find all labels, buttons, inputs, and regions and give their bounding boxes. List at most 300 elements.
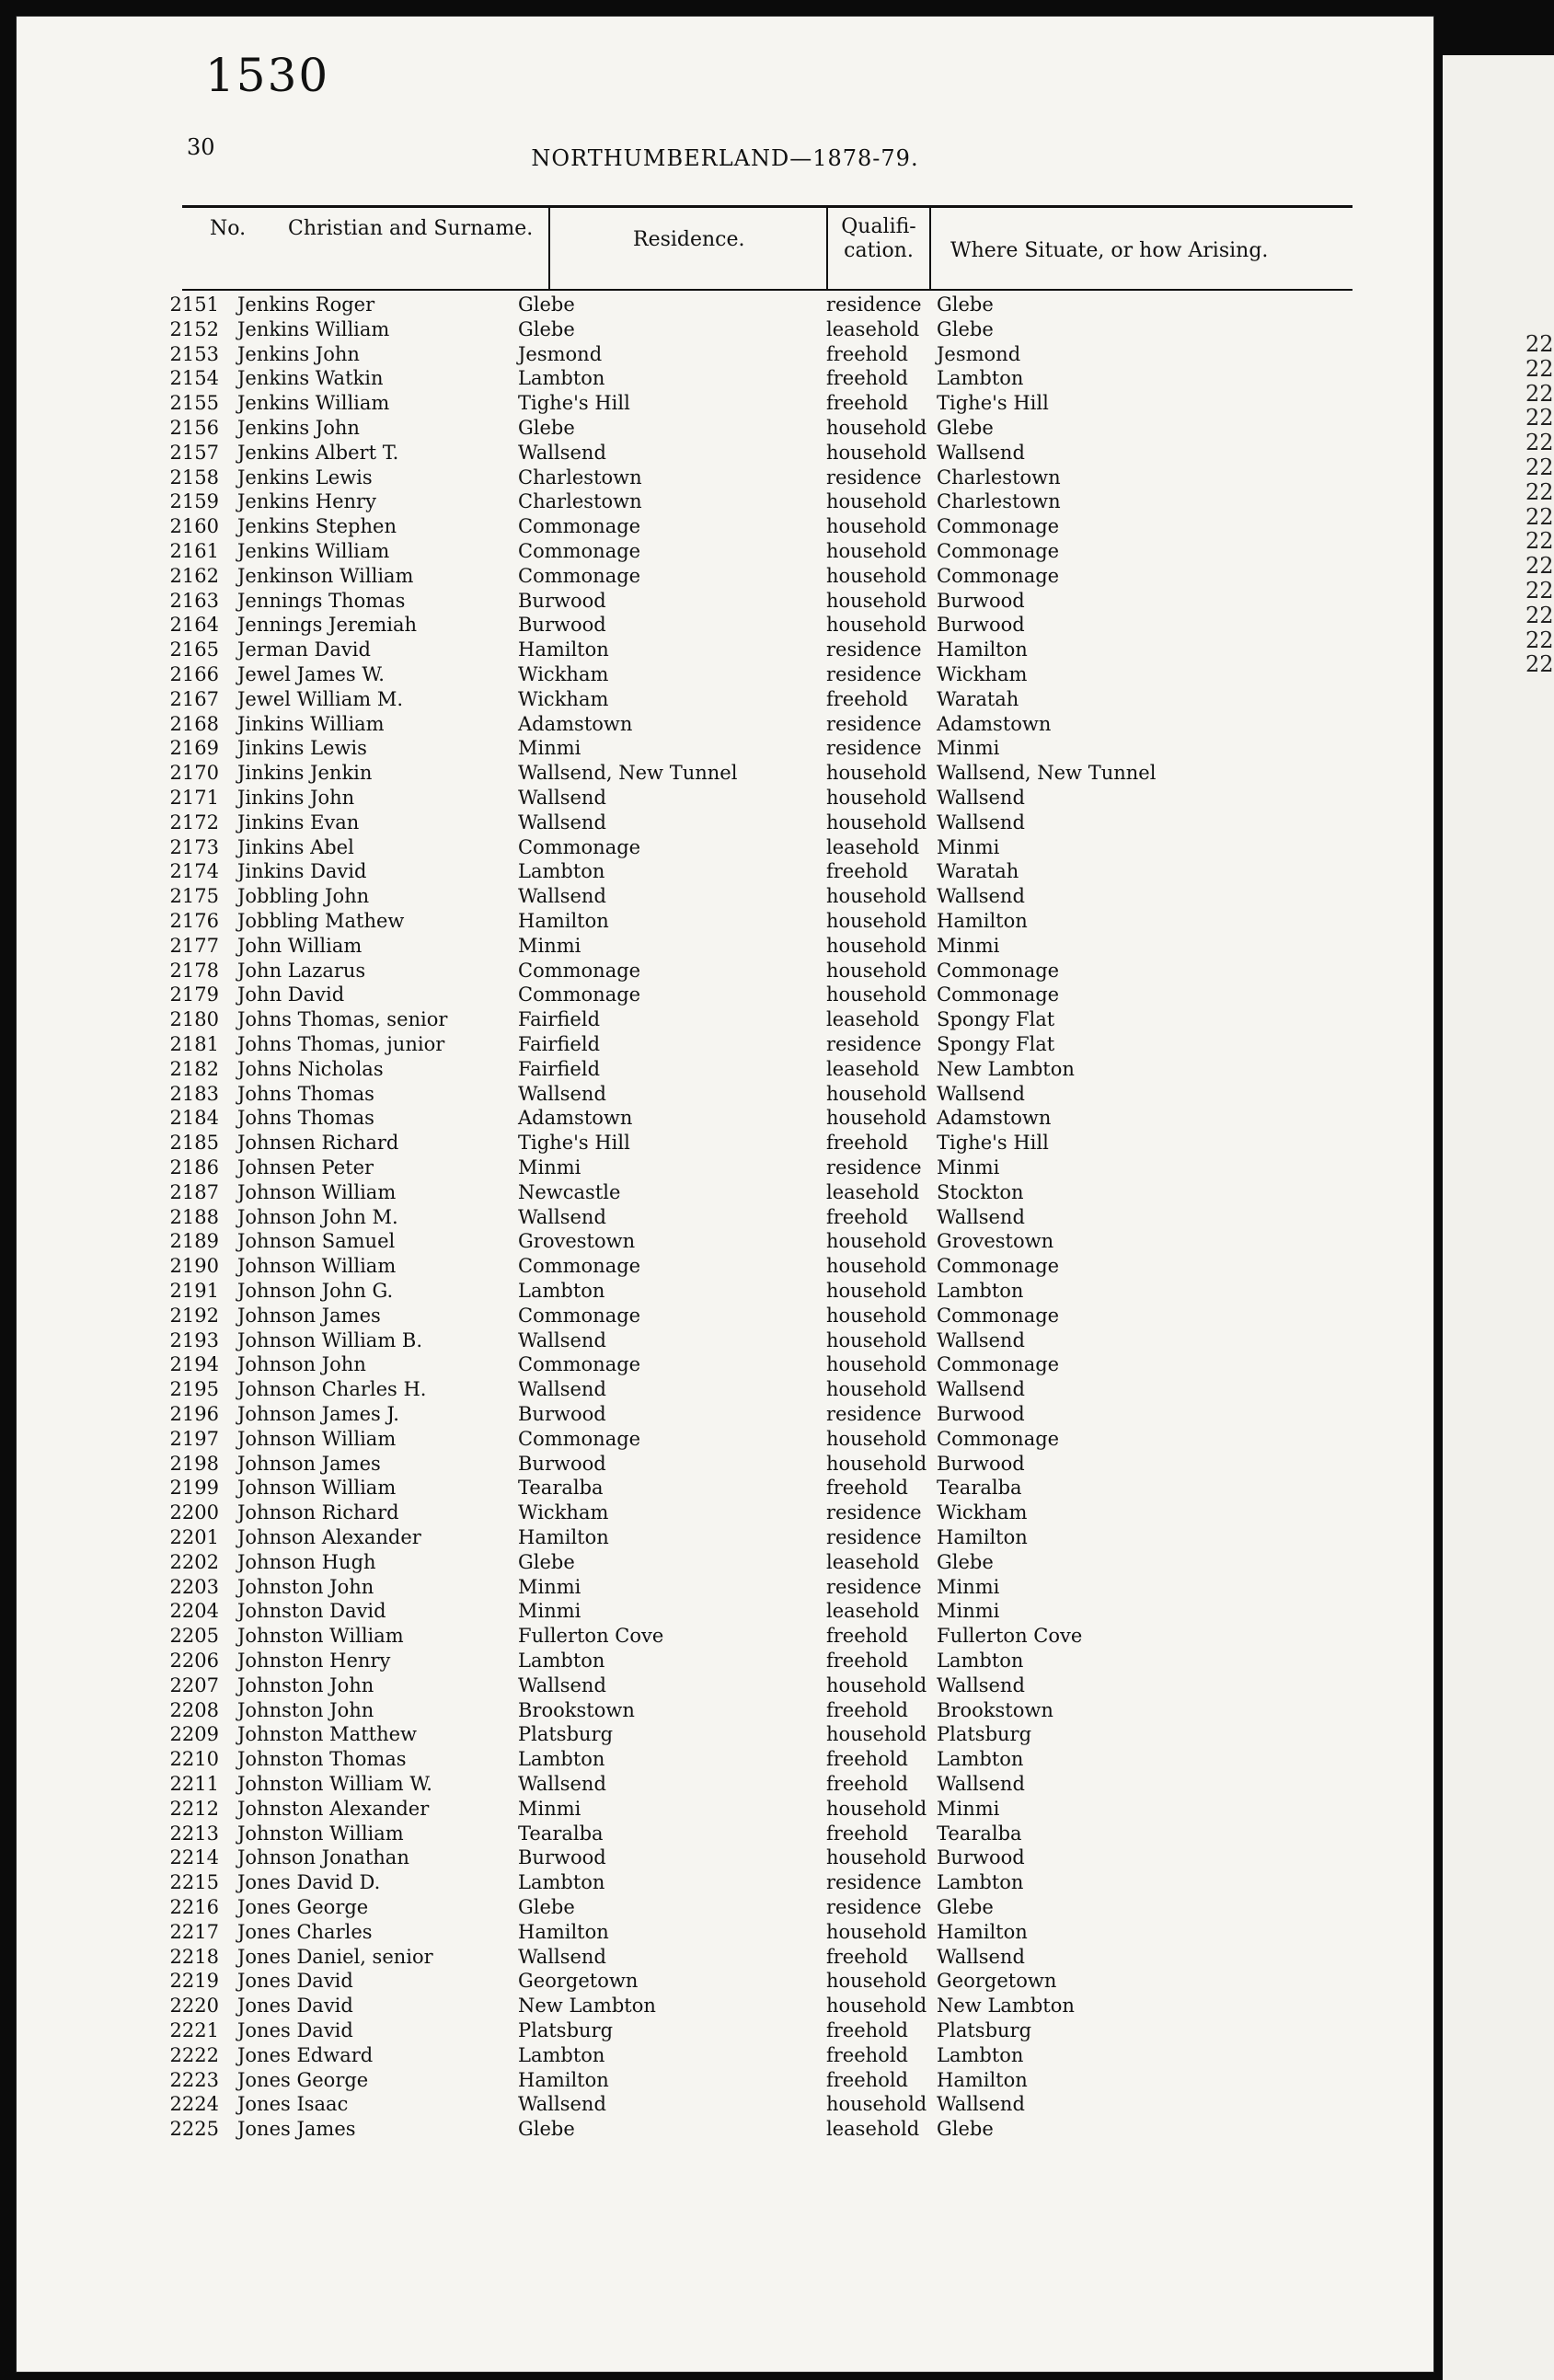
row-name: Johnsen Peter [237,1156,374,1179]
row-where: New Lambton [937,1995,1075,2018]
row-number: 2159 [169,490,219,513]
row-name: Jenkins Watkin [237,367,384,390]
row-qualification: residence [826,1033,922,1055]
row-where: Wickham [937,1501,1028,1524]
row-name: Johnson William [237,1255,397,1278]
row-name: Johnston Alexander [237,1797,430,1820]
row-name: Johns Thomas [237,1082,374,1105]
row-residence: Fairfield [518,1033,601,1055]
row-name: Jenkins Albert T. [237,441,399,464]
row-name: Jones Charles [237,1920,373,1943]
row-qualification: residence [826,1526,922,1548]
row-residence: Platsburg [518,2019,614,2041]
row-where: Commonage [937,1427,1060,1450]
table-row [17,884,1433,909]
row-number: 2225 [169,2118,219,2141]
table-row [17,1525,1433,1550]
row-where: Wallsend [937,1773,1025,1795]
table-row [17,1427,1433,1452]
row-qualification: household [826,2093,927,2116]
row-number: 2178 [169,959,219,982]
row-qualification: freehold [826,1132,908,1155]
row-number: 2165 [169,638,219,661]
row-residence: Commonage [518,1427,641,1450]
row-where: New Lambton [937,1057,1075,1080]
table-row [17,1698,1433,1723]
row-number: 2166 [169,663,219,685]
row-qualification: freehold [826,342,908,365]
row-residence: Fairfield [518,1008,601,1031]
row-residence: Burwood [518,614,606,637]
row-where: Lambton [937,1748,1024,1771]
row-residence: Wallsend [518,1673,606,1696]
row-residence: Wallsend [518,1773,606,1795]
row-qualification: freehold [826,687,908,710]
row-residence: Glebe [518,2118,575,2141]
row-qualification: household [826,1353,927,1376]
row-qualification: household [826,1673,927,1696]
row-residence: Platsburg [518,1723,614,1746]
table-row [17,564,1433,589]
header-name: Christian and Surname. [288,217,534,240]
row-name: Johnson William [237,1180,397,1203]
row-number: 2183 [169,1082,219,1105]
row-where: Lambton [937,2043,1024,2066]
table-row [17,416,1433,441]
row-where: Georgetown [937,1970,1057,1993]
row-residence: Commonage [518,983,641,1006]
adjacent-page-fragment: 22 [1525,355,1554,382]
table-row [17,1747,1433,1772]
row-qualification: household [826,1328,927,1351]
adjacent-page-fragment: 22 [1525,503,1554,530]
row-residence: Minmi [518,1575,581,1598]
row-qualification: household [826,811,927,834]
row-number: 2204 [169,1600,219,1623]
header-no: No. [210,217,247,240]
row-name: Jenkins William [237,540,390,562]
row-name: Jenkins William [237,392,390,415]
row-residence: Lambton [518,1280,605,1302]
row-name: Jenkinson William [237,564,414,587]
row-name: Johnson Alexander [237,1526,421,1548]
row-residence: Hamilton [518,1920,609,1943]
row-qualification: household [826,1846,927,1869]
table-row [17,1328,1433,1353]
table-row [17,909,1433,934]
table-row [17,1550,1433,1575]
row-number: 2208 [169,1698,219,1721]
row-qualification: freehold [826,1822,908,1845]
adjacent-page-fragment: 22 [1525,578,1554,604]
row-name: Jennings Thomas [237,589,406,612]
table-row [17,1279,1433,1304]
row-residence: Lambton [518,1650,605,1672]
row-residence: Grovestown [518,1230,636,1253]
row-number: 2174 [169,860,219,883]
row-qualification: household [826,934,927,957]
row-residence: Fullerton Cove [518,1625,664,1648]
row-where: Adamstown [937,1107,1052,1130]
row-where: Burwood [937,614,1025,637]
row-number: 2195 [169,1378,219,1401]
table-row [17,1673,1433,1698]
row-number: 2163 [169,589,219,612]
row-residence: Wallsend [518,811,606,834]
row-qualification: leasehold [826,317,920,340]
row-where: Hamilton [937,1526,1028,1548]
row-qualification: leasehold [826,1057,920,1080]
row-name: Jones David [237,2019,353,2041]
page-number: 30 [187,134,215,160]
row-name: Jenkins Lewis [237,466,373,489]
row-qualification: household [826,983,927,1006]
row-qualification: leasehold [826,835,920,858]
row-residence: Glebe [518,417,575,439]
row-name: Jones George [237,2068,369,2091]
row-qualification: household [826,1995,927,2018]
row-qualification: household [826,1378,927,1401]
row-qualification: freehold [826,2019,908,2041]
row-qualification: freehold [826,392,908,415]
row-where: Grovestown [937,1230,1054,1253]
row-where: Commonage [937,1304,1060,1327]
row-where: Fullerton Cove [937,1625,1083,1648]
table-row [17,811,1433,835]
row-where: Adamstown [937,712,1052,735]
row-qualification: residence [826,1156,922,1179]
row-residence: Commonage [518,540,641,562]
table-row [17,466,1433,490]
table-row [17,1969,1433,1994]
row-qualification: household [826,1920,927,1943]
row-number: 2177 [169,934,219,957]
row-residence: Minmi [518,934,581,957]
row-where: Commonage [937,1255,1060,1278]
row-name: Jones David [237,1970,353,1993]
row-where: Hamilton [937,910,1028,932]
table-row [17,366,1433,391]
row-name: Johnson Hugh [237,1550,376,1573]
row-number: 2190 [169,1255,219,1278]
row-name: Johnson John G. [237,1280,394,1302]
row-number: 2220 [169,1995,219,2018]
row-qualification: residence [826,712,922,735]
row-number: 2223 [169,2068,219,2091]
row-residence: Wallsend, New Tunnel [518,762,738,785]
row-number: 2185 [169,1132,219,1155]
row-residence: Lambton [518,1871,605,1894]
row-number: 2171 [169,787,219,809]
row-number: 2218 [169,1945,219,1968]
row-name: Johnston William W. [237,1773,432,1795]
row-residence: Charlestown [518,490,642,513]
table-row [17,391,1433,416]
table-row [17,1205,1433,1230]
row-qualification: household [826,1304,927,1327]
row-name: Johnson Samuel [237,1230,396,1253]
row-name: Jobbling Mathew [237,910,405,932]
row-where: Commonage [937,515,1060,538]
header-residence: Residence. [633,228,745,251]
row-qualification: freehold [826,2068,908,2091]
row-where: Wallsend [937,2093,1025,2116]
table-row [17,1452,1433,1477]
row-name: Jones David D. [237,1871,381,1894]
header-qualification: Qualifi- cation. [841,215,916,262]
table-row [17,1131,1433,1156]
table-row [17,342,1433,367]
row-name: Jinkins John [237,787,355,809]
row-qualification: freehold [826,1773,908,1795]
table-row [17,761,1433,786]
row-name: Jones David [237,1995,353,2018]
row-residence: Minmi [518,1797,581,1820]
row-name: Johnston John [237,1575,374,1598]
row-where: Burwood [937,1403,1025,1425]
table-row [17,1797,1433,1822]
row-name: Jenkins John [237,342,360,365]
row-where: Glebe [937,2118,994,2141]
row-qualification: household [826,1255,927,1278]
row-name: Johnson John [237,1353,366,1376]
table-row [17,835,1433,860]
table-row [17,613,1433,638]
row-number: 2152 [169,317,219,340]
table-row [17,489,1433,514]
table-row [17,293,1433,317]
row-where: Burwood [937,589,1025,612]
table-row [17,1895,1433,1920]
row-residence: Wallsend [518,2093,606,2116]
row-qualification: residence [826,1896,922,1918]
row-number: 2206 [169,1650,219,1672]
row-number: 2176 [169,910,219,932]
row-number: 2157 [169,441,219,464]
row-where: Wallsend [937,885,1025,908]
table-row [17,1994,1433,2018]
row-name: Jinkins David [237,860,367,883]
row-number: 2179 [169,983,219,1006]
row-number: 2193 [169,1328,219,1351]
row-name: Johnson James [237,1452,381,1475]
row-residence: Commonage [518,1353,641,1376]
row-residence: Glebe [518,1550,575,1573]
table-row [17,589,1433,614]
row-name: Jones Isaac [237,2093,349,2116]
table-row [17,1772,1433,1797]
row-number: 2216 [169,1896,219,1918]
row-qualification: leasehold [826,1600,920,1623]
row-number: 2173 [169,835,219,858]
row-residence: Commonage [518,835,641,858]
row-where: Spongy Flat [937,1008,1055,1031]
row-name: Johnston John [237,1698,374,1721]
table-row [17,1649,1433,1673]
row-where: Wickham [937,663,1028,685]
row-number: 2210 [169,1748,219,1771]
table-row [17,1624,1433,1649]
row-qualification: household [826,787,927,809]
row-residence: Wickham [518,687,609,710]
row-number: 2160 [169,515,219,538]
row-where: Glebe [937,1896,994,1918]
row-name: Johnston Henry [237,1650,391,1672]
row-where: Wallsend, New Tunnel [937,762,1157,785]
row-number: 2187 [169,1180,219,1203]
table-row [17,2117,1433,2142]
row-residence: Commonage [518,959,641,982]
row-where: Tearalba [937,1477,1022,1500]
row-residence: Minmi [518,737,581,760]
row-number: 2222 [169,2043,219,2066]
adjacent-page-fragment: 22 [1525,454,1554,480]
row-name: Jewel James W. [237,663,385,685]
row-residence: Glebe [518,317,575,340]
row-qualification: household [826,589,927,612]
row-residence: Wallsend [518,787,606,809]
row-name: Johns Thomas [237,1107,374,1130]
table-row [17,1845,1433,1870]
row-residence: Lambton [518,2043,605,2066]
table-row [17,1180,1433,1205]
row-residence: Lambton [518,367,605,390]
row-qualification: residence [826,663,922,685]
row-where: Lambton [937,1650,1024,1672]
row-name: Johnson John M. [237,1205,398,1228]
row-where: Commonage [937,564,1060,587]
row-qualification: household [826,1797,927,1820]
table-row [17,934,1433,959]
row-name: Jenkins John [237,417,360,439]
row-where: Commonage [937,983,1060,1006]
row-qualification: freehold [826,1205,908,1228]
table-row [17,1156,1433,1180]
row-residence: Wallsend [518,441,606,464]
row-number: 2151 [169,293,219,316]
row-where: Tearalba [937,1822,1022,1845]
row-residence: Wickham [518,1501,609,1524]
table-row [17,638,1433,662]
row-name: Jenkins Roger [237,293,375,316]
table-row [17,662,1433,687]
row-where: Lambton [937,1280,1024,1302]
row-residence: Minmi [518,1600,581,1623]
row-number: 2189 [169,1230,219,1253]
row-qualification: residence [826,1403,922,1425]
adjacent-page-fragment: 22 [1525,602,1554,628]
row-qualification: freehold [826,367,908,390]
row-name: Jinkins Evan [237,811,360,834]
row-number: 2153 [169,342,219,365]
row-number: 2161 [169,540,219,562]
row-name: Johns Thomas, junior [237,1033,445,1055]
row-where: Wallsend [937,1328,1025,1351]
row-qualification: leasehold [826,2118,920,2141]
row-qualification: freehold [826,860,908,883]
row-number: 2201 [169,1526,219,1548]
adjacent-page-fragment: 22 [1525,478,1554,505]
row-number: 2168 [169,712,219,735]
row-name: Johns Thomas, senior [237,1008,448,1031]
row-residence: Wickham [518,663,609,685]
row-residence: Hamilton [518,1526,609,1548]
row-qualification: household [826,1427,927,1450]
row-name: Johnson William [237,1427,397,1450]
row-where: Minmi [937,934,1000,957]
table-row [17,859,1433,884]
row-qualification: leasehold [826,1550,920,1573]
row-where: Charlestown [937,466,1061,489]
row-qualification: household [826,540,927,562]
row-qualification: freehold [826,1748,908,1771]
row-where: Wallsend [937,787,1025,809]
row-where: Minmi [937,1797,1000,1820]
row-name: Johnson Jonathan [237,1846,409,1869]
column-divider [826,208,828,289]
row-name: Jones George [237,1896,369,1918]
row-qualification: residence [826,1501,922,1524]
adjacent-page-fragment: 22 [1525,430,1554,456]
row-qualification: household [826,1082,927,1105]
row-number: 2199 [169,1477,219,1500]
row-where: Minmi [937,1156,1000,1179]
row-qualification: household [826,1970,927,1993]
row-number: 2156 [169,417,219,439]
row-where: Hamilton [937,638,1028,661]
row-where: Minmi [937,1600,1000,1623]
row-qualification: household [826,417,927,439]
table-row [17,712,1433,737]
table-row [17,687,1433,712]
row-qualification: household [826,441,927,464]
row-qualification: household [826,1107,927,1130]
table-row [17,1304,1433,1328]
row-where: Glebe [937,317,994,340]
row-number: 2175 [169,885,219,908]
row-qualification: freehold [826,1625,908,1648]
row-where: Wallsend [937,1082,1025,1105]
row-residence: Wallsend [518,1945,606,1968]
row-number: 2207 [169,1673,219,1696]
row-qualification: residence [826,1575,922,1598]
row-name: Johnson Richard [237,1501,399,1524]
row-name: Johnston David [237,1600,386,1623]
row-residence: Burwood [518,1846,606,1869]
row-name: Jinkins Abel [237,835,354,858]
row-name: Johnson Charles H. [237,1378,427,1401]
row-number: 2192 [169,1304,219,1327]
table-row [17,1057,1433,1082]
table-row [17,1822,1433,1846]
row-qualification: household [826,959,927,982]
row-number: 2221 [169,2019,219,2041]
row-where: Platsburg [937,2019,1032,2041]
row-name: Johnston John [237,1673,374,1696]
table-row [17,1945,1433,1970]
row-where: Wallsend [937,1378,1025,1401]
row-number: 2162 [169,564,219,587]
row-residence: Wallsend [518,1082,606,1105]
row-name: Jones James [237,2118,356,2141]
table-row [17,1082,1433,1107]
table-row [17,1599,1433,1624]
row-name: Johns Nicholas [237,1057,384,1080]
row-number: 2203 [169,1575,219,1598]
row-residence: Commonage [518,515,641,538]
row-where: Hamilton [937,2068,1028,2091]
row-number: 2182 [169,1057,219,1080]
